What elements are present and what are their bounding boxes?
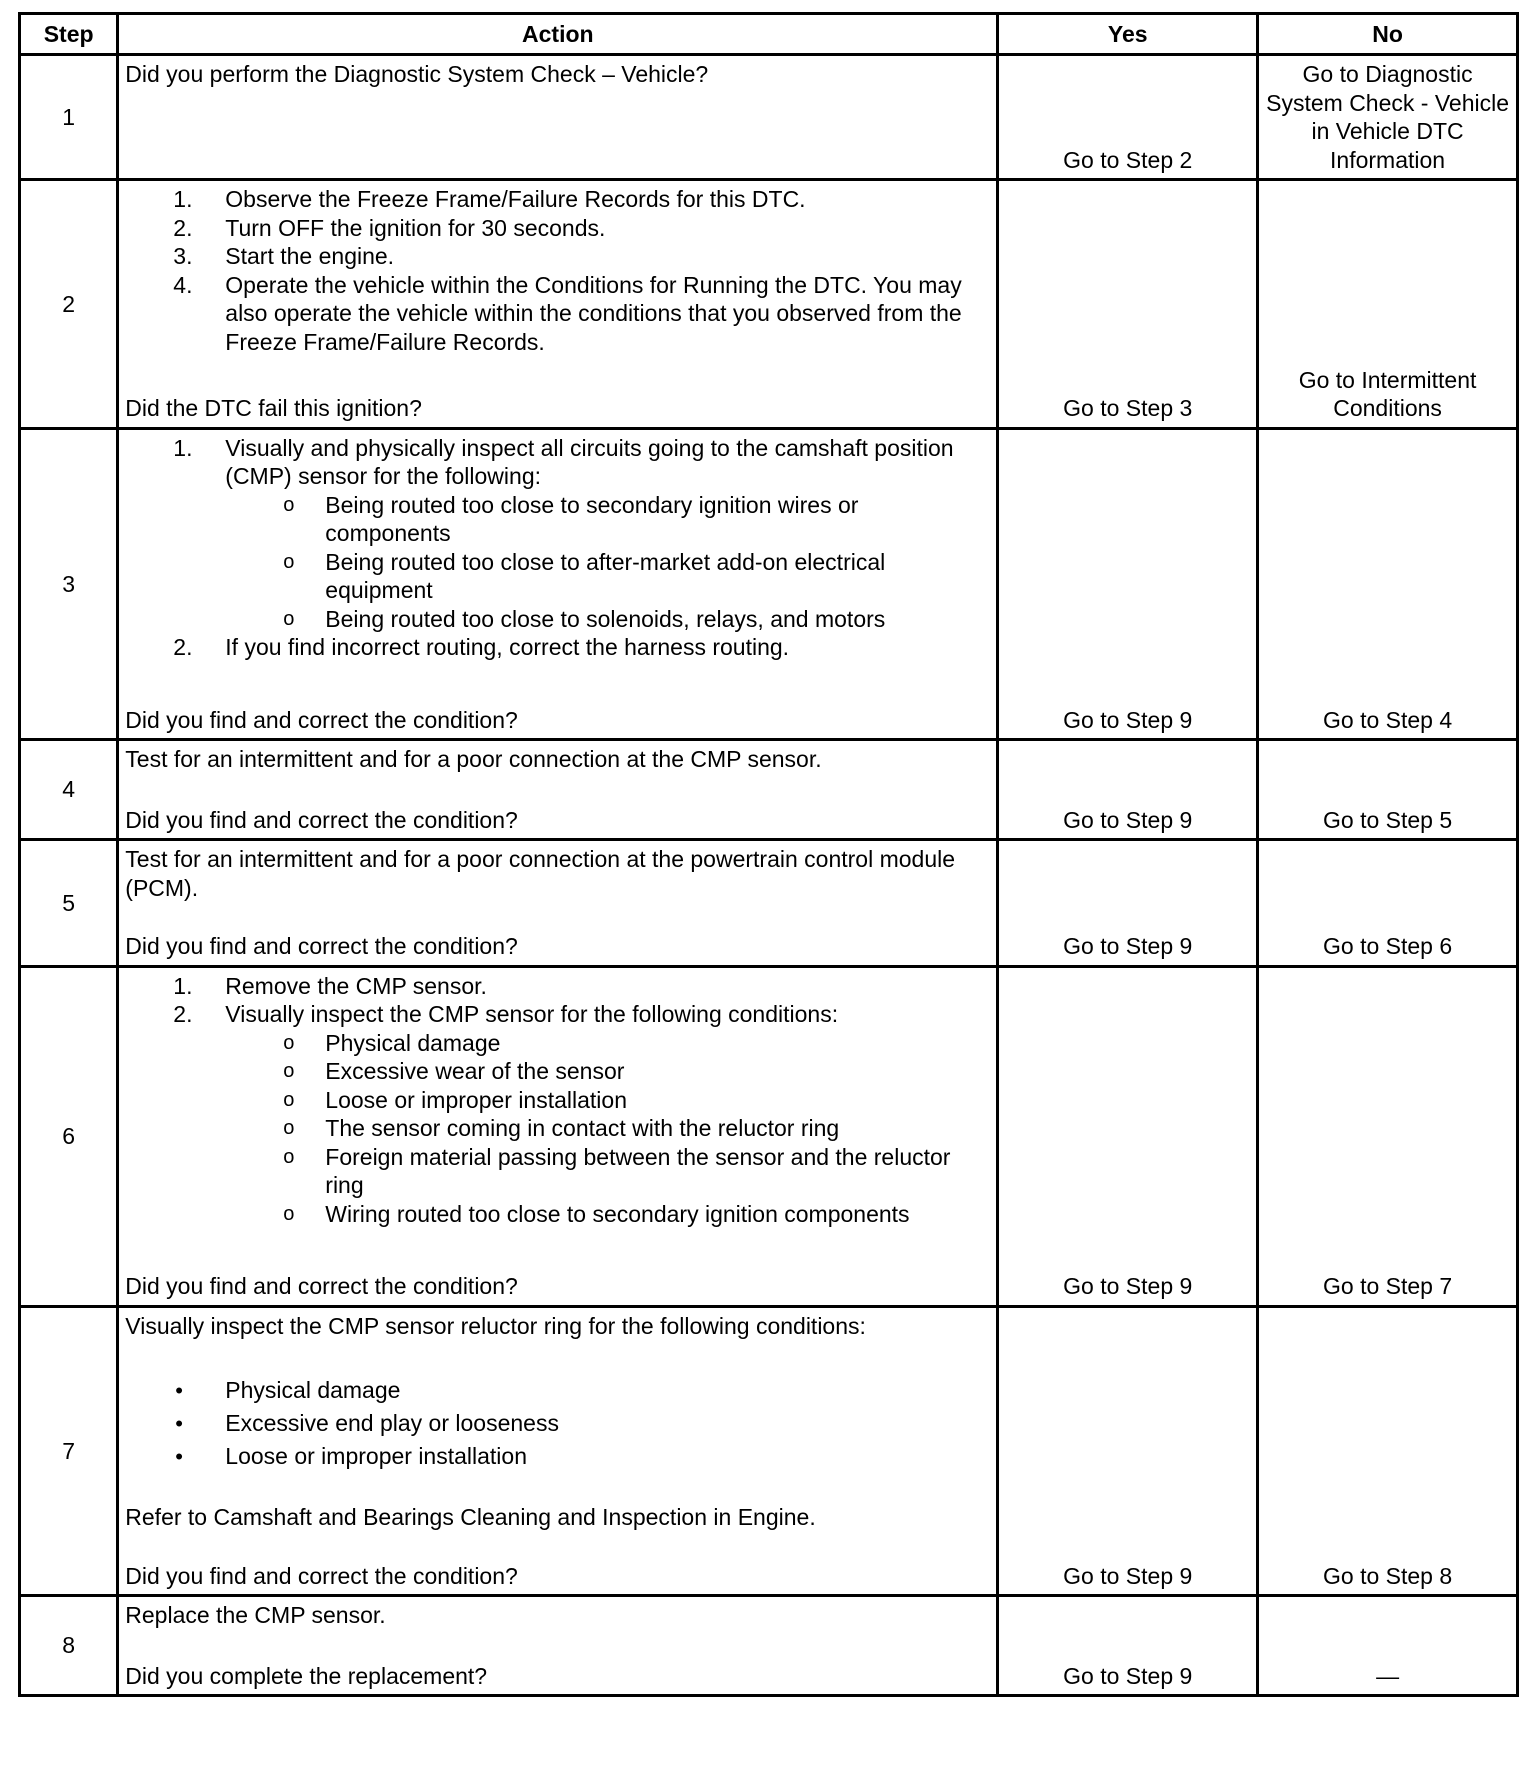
yes-cell: Go to Step 9 bbox=[998, 428, 1258, 740]
item-text: Remove the CMP sensor. bbox=[225, 972, 487, 999]
item-number: 2. bbox=[173, 214, 193, 241]
header-action: Action bbox=[118, 14, 998, 55]
item-text: Observe the Freeze Frame/Failure Records for this DTC. bbox=[225, 186, 806, 212]
no-cell: Go to Step 7 bbox=[1258, 966, 1518, 1306]
bullet-icon: • bbox=[175, 1411, 183, 1436]
numbered-steps bbox=[125, 434, 984, 662]
list-item bbox=[125, 1407, 984, 1440]
header-yes: Yes bbox=[998, 14, 1258, 55]
action-question: Did you find and correct the condition? bbox=[125, 1562, 518, 1589]
item-text: Being routed too close to secondary ignition wires or components bbox=[325, 491, 859, 546]
item-text: Operate the vehicle within the Conditions for Running the DTC. You may also operate the vehicle within the conditions that you observed from the Freeze Frame/Failure Records. bbox=[225, 271, 962, 355]
action-cell bbox=[118, 1596, 998, 1696]
table-row bbox=[20, 55, 1518, 180]
diagnostic-table bbox=[18, 12, 1519, 1697]
no-cell: — bbox=[1258, 1596, 1518, 1696]
item-text: Being routed too close to solenoids, relays, and motors bbox=[325, 605, 886, 632]
header-no: No bbox=[1258, 14, 1518, 55]
yes-cell: Go to Step 9 bbox=[998, 966, 1258, 1306]
table-row bbox=[20, 840, 1518, 967]
table-row bbox=[20, 1306, 1518, 1596]
circle-bullet-icon: o bbox=[283, 1088, 295, 1111]
circle-bullet-icon: o bbox=[283, 1117, 295, 1139]
numbered-steps bbox=[125, 972, 984, 1229]
circle-bullet-icon: o bbox=[283, 1060, 295, 1082]
step-number: 2 bbox=[20, 180, 118, 429]
item-number: 2. bbox=[173, 634, 193, 660]
no-cell: Go to Intermittent Conditions bbox=[1258, 180, 1518, 429]
item-text: Physical damage bbox=[325, 1029, 501, 1056]
circle-bullet-icon: o bbox=[283, 493, 295, 516]
action-question: Did you find and correct the condition? bbox=[125, 1273, 518, 1299]
circle-bullet-icon: o bbox=[283, 1202, 295, 1225]
no-cell: Go to Step 6 bbox=[1258, 840, 1518, 967]
sub-list bbox=[225, 491, 984, 634]
no-cell: Go to Step 5 bbox=[1258, 740, 1518, 840]
sub-list-item bbox=[225, 491, 984, 548]
action-cell bbox=[118, 840, 998, 967]
item-text: Visually and physically inspect all circuits going to the camshaft position (CMP) sensor for the following: bbox=[225, 434, 954, 489]
step-number: 3 bbox=[20, 428, 118, 740]
item-text: If you find incorrect routing, correct the harness routing. bbox=[225, 634, 790, 660]
list-item bbox=[125, 214, 984, 243]
list-item bbox=[125, 1374, 984, 1407]
bullet-icon: • bbox=[175, 1378, 183, 1403]
action-cell bbox=[118, 180, 998, 429]
item-text: Loose or improper installation bbox=[325, 1086, 627, 1113]
step-number: 1 bbox=[20, 55, 118, 180]
circle-bullet-icon: o bbox=[283, 607, 295, 630]
sub-list-item bbox=[225, 1200, 984, 1229]
yes-cell: Go to Step 9 bbox=[998, 1596, 1258, 1696]
item-number: 3. bbox=[173, 243, 193, 269]
list-item bbox=[125, 185, 984, 214]
item-text: Visually inspect the CMP sensor for the following conditions: bbox=[225, 1001, 839, 1027]
action-question: Did you complete the replacement? bbox=[125, 1662, 488, 1689]
step-number: 5 bbox=[20, 840, 118, 967]
action-cell bbox=[118, 428, 998, 740]
step-number: 7 bbox=[20, 1306, 118, 1596]
step-number: 6 bbox=[20, 966, 118, 1306]
header-step: Step bbox=[20, 14, 118, 55]
bullet-list bbox=[125, 1374, 984, 1473]
sub-list-item bbox=[225, 1029, 984, 1058]
list-item bbox=[125, 972, 984, 1001]
action-question: Did the DTC fail this ignition? bbox=[125, 395, 422, 421]
sub-list bbox=[225, 1029, 984, 1229]
item-number: 1. bbox=[173, 972, 193, 999]
list-item bbox=[125, 633, 984, 662]
table-row bbox=[20, 180, 1518, 429]
item-text: Foreign material passing between the sensor and the reluctor ring bbox=[325, 1143, 951, 1198]
step-number: 8 bbox=[20, 1596, 118, 1696]
yes-cell: Go to Step 9 bbox=[998, 740, 1258, 840]
yes-cell: Go to Step 2 bbox=[998, 55, 1258, 180]
item-number: 1. bbox=[173, 186, 193, 212]
list-item bbox=[125, 1440, 984, 1473]
circle-bullet-icon: o bbox=[283, 1145, 295, 1168]
sub-list-item bbox=[225, 548, 984, 605]
yes-cell: Go to Step 9 bbox=[998, 1306, 1258, 1596]
table-row bbox=[20, 740, 1518, 840]
bullet-icon: • bbox=[175, 1444, 183, 1469]
item-text: Start the engine. bbox=[225, 243, 395, 269]
yes-cell: Go to Step 3 bbox=[998, 180, 1258, 429]
item-text: Excessive wear of the sensor bbox=[325, 1058, 625, 1084]
list-item bbox=[125, 271, 984, 357]
circle-bullet-icon: o bbox=[283, 550, 295, 573]
item-text: Physical damage bbox=[225, 1377, 401, 1403]
item-text: The sensor coming in contact with the reluctor ring bbox=[325, 1115, 840, 1141]
action-question: Did you find and correct the condition? bbox=[125, 806, 518, 833]
table-row bbox=[20, 966, 1518, 1306]
header-row bbox=[20, 14, 1518, 55]
action-instruction: Visually inspect the CMP sensor reluctor ring for the following conditions: bbox=[125, 1312, 866, 1339]
item-text: Turn OFF the ignition for 30 seconds. bbox=[225, 214, 606, 241]
sub-list-item bbox=[225, 1114, 984, 1143]
sub-list-item bbox=[225, 1143, 984, 1200]
no-cell: Go to Step 8 bbox=[1258, 1306, 1518, 1596]
action-note: Refer to Camshaft and Bearings Cleaning and Inspection in Engine. bbox=[125, 1504, 816, 1530]
no-cell: Go to Diagnostic System Check - Vehicle in Vehicle DTC Information bbox=[1258, 55, 1518, 180]
action-instruction: Test for an intermittent and for a poor connection at the powertrain control module (PCM). bbox=[125, 846, 956, 901]
action-instruction: Test for an intermittent and for a poor connection at the CMP sensor. bbox=[125, 746, 822, 772]
list-item bbox=[125, 434, 984, 634]
action-question: Did you find and correct the condition? bbox=[125, 706, 518, 733]
item-number: 4. bbox=[173, 271, 193, 298]
list-item bbox=[125, 242, 984, 271]
item-text: Being routed too close to after-market add-on electrical equipment bbox=[325, 548, 886, 603]
item-text: Excessive end play or looseness bbox=[225, 1410, 559, 1436]
action-cell bbox=[118, 966, 998, 1306]
action-question: Did you perform the Diagnostic System Check – Vehicle? bbox=[125, 61, 709, 87]
action-cell bbox=[118, 740, 998, 840]
sub-list-item bbox=[225, 1086, 984, 1115]
action-cell bbox=[118, 55, 998, 180]
action-instruction: Replace the CMP sensor. bbox=[125, 1602, 386, 1628]
action-cell bbox=[118, 1306, 998, 1596]
no-cell: Go to Step 4 bbox=[1258, 428, 1518, 740]
table-row bbox=[20, 428, 1518, 740]
table-row bbox=[20, 1596, 1518, 1696]
item-text: Wiring routed too close to secondary ignition components bbox=[325, 1200, 910, 1227]
item-text: Loose or improper installation bbox=[225, 1443, 527, 1469]
list-item bbox=[125, 1000, 984, 1228]
circle-bullet-icon: o bbox=[283, 1031, 295, 1054]
sub-list-item bbox=[225, 605, 984, 634]
item-number: 1. bbox=[173, 434, 193, 461]
step-number: 4 bbox=[20, 740, 118, 840]
sub-list-item bbox=[225, 1057, 984, 1086]
item-number: 2. bbox=[173, 1001, 193, 1027]
yes-cell: Go to Step 9 bbox=[998, 840, 1258, 967]
action-question: Did you find and correct the condition? bbox=[125, 933, 518, 959]
numbered-steps bbox=[125, 185, 984, 356]
